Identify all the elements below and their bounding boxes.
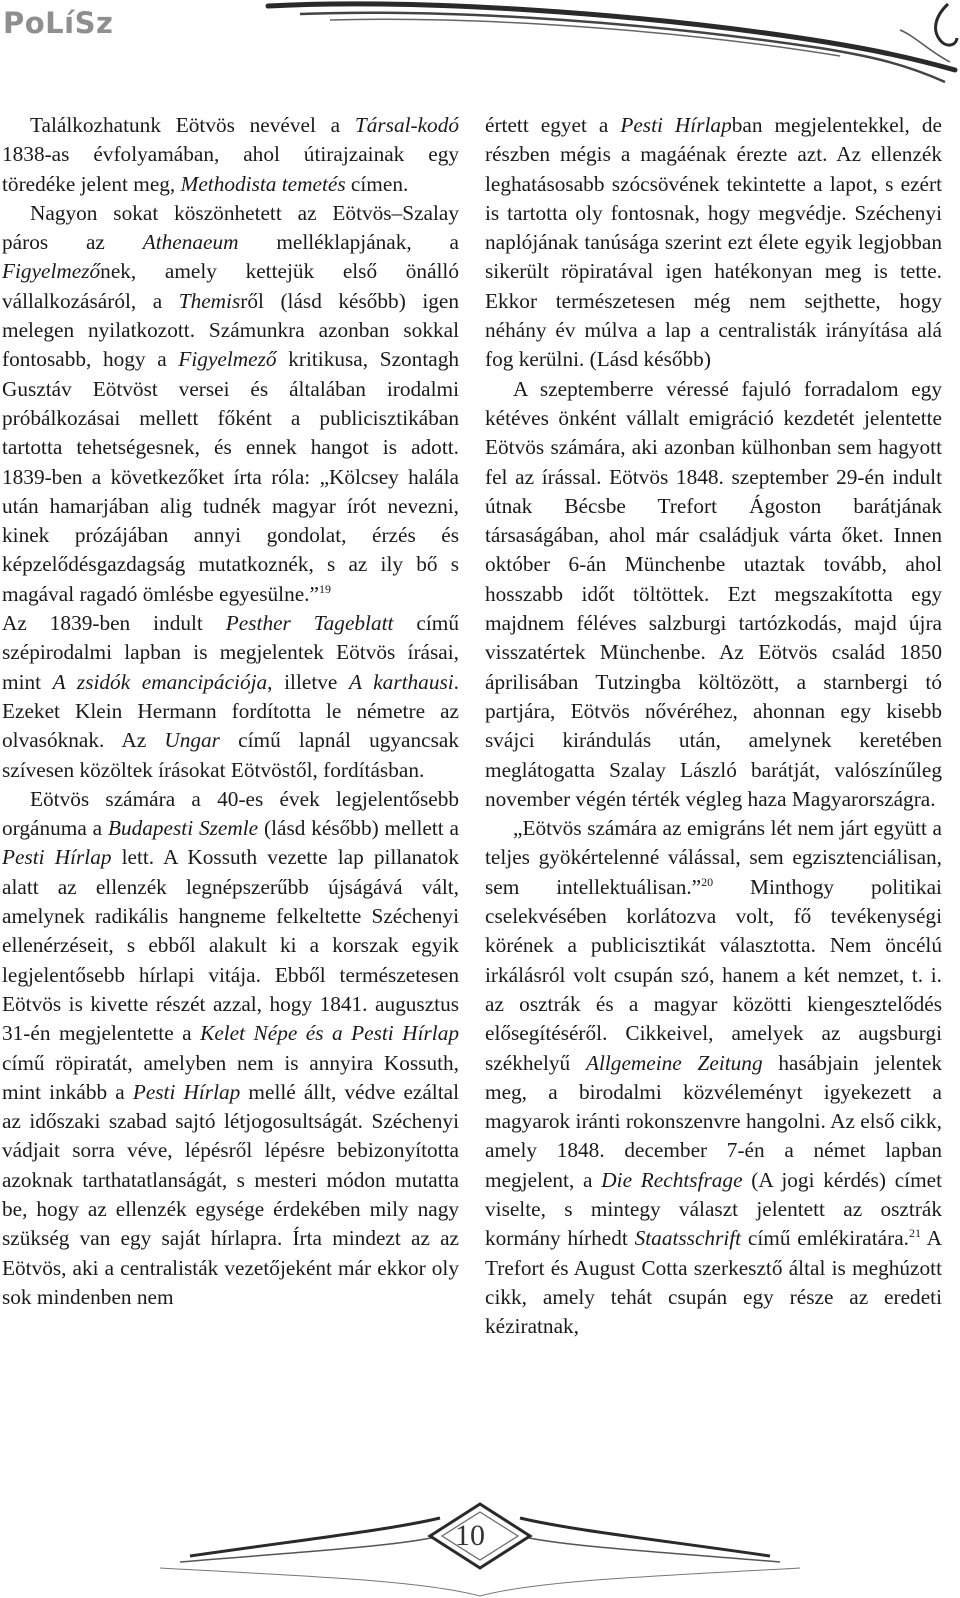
footnote-ref: 19: [318, 581, 331, 596]
text-run: Az 1839-ben indult: [2, 611, 226, 636]
italic-title: Társal-kodó: [354, 113, 459, 137]
italic-title: Pesther Tageblatt: [225, 611, 394, 636]
text-run: című röpiratát, amelyben nem is annyira Kossuth, mint inkább a: [2, 1050, 459, 1104]
text-run: értett egyet a: [485, 113, 621, 137]
italic-title: Themis: [178, 288, 241, 313]
paragraph: [485, 814, 942, 1341]
paragraph: [485, 111, 942, 375]
text-run: nek, amely kettejük első önálló vállalkozásáról, a: [2, 259, 459, 313]
ornamental-swirl-icon: [0, 0, 960, 90]
italic-title: Ungar: [164, 728, 220, 753]
paragraph: [2, 199, 459, 609]
paragraph: [485, 375, 942, 814]
italic-title: Allgemeine Zeitung: [585, 1050, 763, 1075]
text-run: mellé állt, védve ezáltal az időszaki szabad sajtó létjogosultságát. Széchenyi vádjait sorra véve, lépésről lépésre bebizonyította azoknak tarthatatlanságát, s mesteri módon mutatta be, hogy az ellenzék egysége érdekében mily nagy szükség van egy saját hírlapra. Írta mindezt az az Eötvös, aki a centralisták vezetőjeként már ekkor oly sok mindenben nem: [2, 1079, 460, 1309]
paragraph: [2, 111, 459, 199]
text-run: . Ezeket Klein Hermann fordította le németre az olvasóknak. Az: [2, 669, 459, 753]
text-run: , illetve: [267, 669, 349, 694]
text-run: kritikusa, Szontagh Gusztáv Eötvöst versei és általában irodalmi próbálkozásai mellett főként a publicisztikában tartotta tehetségesnek, és ennek hangot is adott. 1839-ben a következőket írta róla: „Kölcsey halála után hamarjában alig tudnék magyar írót nevezni, kinek prózájában annyi gondolat, érzés és képzelődésgazdagság mutatkoznék, s az ily bő s magával ragadó ömlésbe egyesülne.”: [2, 347, 459, 606]
text-run: A Trefort és August Cotta szerkesztő által is meghúzott cikk, amely tehát csupán egy része az eredeti kéziratnak,: [485, 1226, 943, 1339]
text-run: ről (lásd később) igen melegen nyilatkozott. Számunkra azonban sokkal fontosabb, hogy a: [2, 288, 459, 372]
italic-title: Methodista temetés: [180, 171, 346, 196]
text-run: melléklapjának, a: [238, 230, 460, 255]
footnote-ref: 21: [909, 1226, 922, 1241]
text-run: „Eötvös számára az emigráns lét nem járt együtt a teljes gyökértelenné válással, sem egzisztenciálisan, sem intellektuálisan.”: [485, 816, 942, 899]
italic-title: Kelet Népe és a Pesti Hírlap: [200, 1021, 459, 1046]
italic-title: Athenaeum: [142, 230, 239, 255]
text-run: ban megjelentekkel, de részben mégis a magáénak érezte azt. Az ellenzék leghatásosabb szócsövének tekintette a lapot, s ezért is tartotta oly fontosnak, hogy megvédje. Széchenyi naplójának tanúsága szerint ezt élete egyik legjobban sikerült röpiratával igen hatékonyan meg is tette. Ekkor természetesen még nem sejthette, hogy néhány év múlva a lap a centralisták irányítása alá fog kerülni. (Lásd később): [485, 113, 942, 372]
text-run: című lapnál ugyancsak szívesen közöltek írásokat Eötvöstől, fordításban.: [2, 728, 459, 782]
text-run: Találkozhatunk Eötvös nevével a: [30, 113, 355, 137]
text-run: című emlékiratára.: [741, 1226, 910, 1251]
text-run: címen.: [345, 171, 409, 196]
italic-title: A karthausi: [348, 669, 454, 694]
text-run: Minthogy politikai cselekvésében korlátozva volt, fő tevékenységi körének a publicisztikát választotta. Nem öncélú irkálásról volt csupán szó, hanem a két nemzet, t. i. az osztrák és a magyar közötti kiengesztelődés elősegítéséről. Cikkeivel, amelyek az augsburgi székhelyű: [485, 874, 942, 1075]
italic-title: Budapesti Szemle: [107, 816, 259, 841]
brand-logo-text: PoLíSz: [3, 6, 114, 40]
italic-title: Pesti Hírlap: [2, 845, 112, 870]
italic-title: Staatsschrift: [634, 1226, 742, 1251]
text-run: című szépirodalmi lapban is megjelentek Eötvös írásai, mint: [2, 611, 459, 694]
italic-title: Figyelmező: [178, 347, 277, 372]
right-text-column: [485, 111, 942, 1341]
text-run: hasábjain jelentek meg, a birodalmi közvéleményt igyekezett a magyarok iránti rokonszenvre hangolni. Az első cikk, amely 1848. december 7-én a német lapban megjelent, a: [485, 1050, 943, 1192]
italic-title: A zsidók emancipációja: [52, 669, 268, 694]
text-run: Nagyon sokat köszönhetett az Eötvös–Szalay páros az: [2, 200, 459, 255]
paragraph: [2, 785, 459, 1312]
italic-title: Die Rechtsfrage: [601, 1167, 743, 1192]
italic-title: Pesti Hírlap: [620, 113, 732, 137]
page-number: 10: [455, 1519, 485, 1552]
italic-title: Figyelmező: [2, 259, 101, 284]
text-run: (lásd később) mellett a: [258, 816, 460, 841]
text-run: 1838-as évfolyamában, ahol útirajzainak egy töredéke jelent meg,: [2, 142, 459, 196]
italic-title: Pesti Hírlap: [132, 1079, 241, 1104]
text-run: A szeptemberre véressé fajuló forradalom egy kétéves önként vállalt emigráció kezdetét jelentette Eötvös számára, aki azonban külhonban sem hagyott fel az írással. Eötvös 1848. szeptember 29-én indult útnak Bécsbe Trefort Ágoston barátjának társaságában, ahol már családjuk várta őket. Innen október 6-án Münchenbe utaztak tovább, ahol hosszabb időt töltöttek. Ezt megszakította egy majdnem féléves salzburgi tartózkodás, majd újra visszatértek Münchenbe. Az Eötvös család 1850 áprilisában Tutzingba költözött, a starnbergi tó partjára, Eötvös nővéréhez, ahonnan egy kisebb svájci kirándulás után, amelynek keretében meglátogatta Szalay László barátját, valószínűleg november végén térték végleg haza Magyarországra.: [485, 376, 942, 811]
left-text-column: [2, 111, 459, 1312]
page-header: [0, 0, 960, 90]
text-run: lett. A Kossuth vezette lap pillanatok alatt az ellenzék legnépszerűbb újságává vált, amelynek radikális hangneme felkeltette Széchenyi ellenérzéseit, s ebből alakult ki a korszak egyik legjelentősebb hírlapi vitája. Ebből természetesen Eötvös is kivette részét azzal, hogy 1841. augusztus 31-én megjelentette a: [2, 845, 459, 1046]
footnote-ref: 20: [701, 874, 714, 889]
text-run: (A jogi kérdés) címet viselte, s mintegy választ jelentett az osztrák kormány hírhedt: [485, 1167, 943, 1251]
paragraph: [2, 609, 459, 785]
text-run: Eötvös számára a 40-es évek legjelentősebb orgánuma a: [2, 786, 459, 841]
